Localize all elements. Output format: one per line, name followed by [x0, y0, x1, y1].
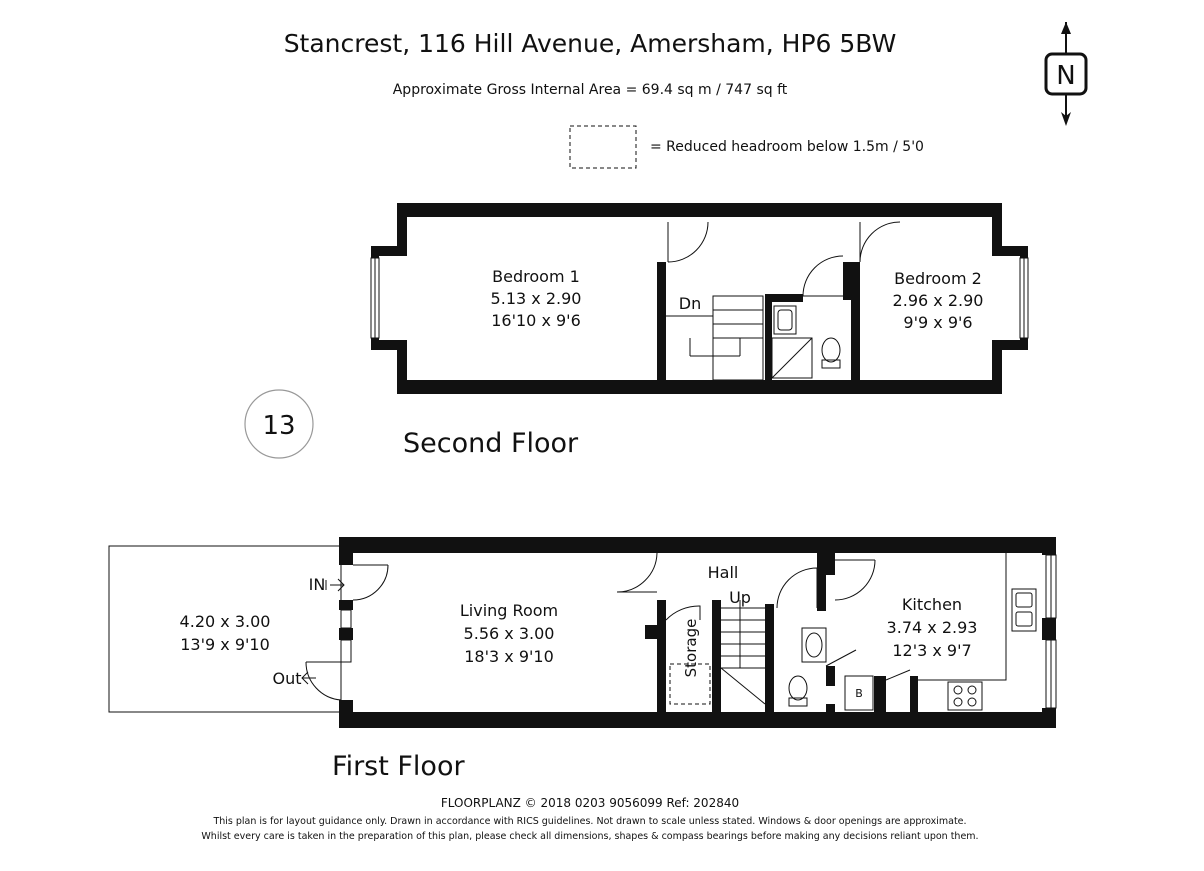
living-room-name: Living Room: [459, 601, 559, 620]
toilet-icon: [822, 338, 840, 362]
door-bathroom: [803, 256, 843, 296]
footer-company: FLOORPLANZ © 2018 0203 9056099 Ref: 202840: [440, 796, 740, 810]
door-wc: [777, 568, 817, 608]
gross-internal-area: Approximate Gross Internal Area = 69.4 sq m / 747 sq ft: [392, 82, 788, 98]
toilet-icon: [789, 676, 807, 700]
door-bedroom1: [668, 222, 708, 262]
first-floor-label: First Floor: [332, 751, 465, 782]
plan-number: 13: [262, 411, 296, 441]
entrance-label: IN: [308, 575, 326, 594]
terrace-imperial: 13'9 x 9'10: [180, 635, 270, 654]
wall-top-first: [339, 537, 1056, 553]
door-storage: [666, 606, 700, 620]
second-floor-plan: [371, 203, 1028, 394]
front-door: [353, 565, 388, 600]
property-title: Stancrest, 116 Hill Avenue, Amersham, HP6 5BW: [283, 29, 897, 58]
bedroom1-metric: 5.13 x 2.90: [490, 289, 582, 308]
storage-name: Storage: [682, 618, 700, 678]
hob-icon: [948, 682, 982, 710]
wc-fixtures: [789, 628, 826, 706]
hall-name: Hall: [707, 563, 739, 582]
stairs-up-label: Up: [729, 588, 751, 607]
reduced-headroom-legend-swatch: [570, 126, 636, 168]
bedroom1-imperial: 16'10 x 9'6: [491, 311, 581, 330]
boiler-label: B: [855, 687, 863, 700]
first-floor-plan: [109, 537, 1056, 728]
kitchen-metric: 3.74 x 2.93: [886, 618, 978, 637]
staircase-first-floor: [721, 600, 765, 704]
wall-bottom-first: [339, 712, 1056, 728]
stairs-down-label: Dn: [678, 294, 702, 313]
second-floor-label: Second Floor: [403, 428, 579, 459]
bathroom-fixtures: [772, 306, 840, 378]
door-kitchen: [835, 560, 875, 600]
living-room-metric: 5.56 x 3.00: [463, 624, 555, 643]
wall-bottom: [397, 380, 1002, 394]
kitchen-name: Kitchen: [901, 595, 963, 614]
footer-disclaimer-1: This plan is for layout guidance only. Drawn in accordance with RICS guidelines. Not drawn to scale unless stated. Windows & door openings are approximate.: [213, 816, 967, 827]
north-compass-icon: [1046, 22, 1086, 126]
bedroom2-imperial: 9'9 x 9'6: [903, 313, 973, 332]
footer-disclaimer-2: Whilst every care is taken in the preparation of this plan, please check all dimensions, shapes & compass bearings before making any decisions reliant upon them.: [201, 831, 979, 842]
terrace-metric: 4.20 x 3.00: [179, 612, 271, 631]
reduced-headroom-legend-text: = Reduced headroom below 1.5m / 5'0: [650, 139, 924, 155]
kitchen-imperial: 12'3 x 9'7: [892, 641, 972, 660]
bedroom2-metric: 2.96 x 2.90: [892, 291, 984, 310]
bedroom2-name: Bedroom 2: [894, 269, 982, 288]
wall-top: [397, 203, 1002, 217]
bedroom1-name: Bedroom 1: [492, 267, 580, 286]
living-room-imperial: 18'3 x 9'10: [464, 647, 554, 666]
exit-arrow-icon: [302, 672, 316, 684]
exit-label: Out: [272, 669, 302, 688]
door-living-hall: [617, 553, 657, 592]
rear-door: [306, 662, 341, 700]
door-bedroom2: [860, 222, 900, 262]
compass-letter: N: [1056, 61, 1076, 91]
